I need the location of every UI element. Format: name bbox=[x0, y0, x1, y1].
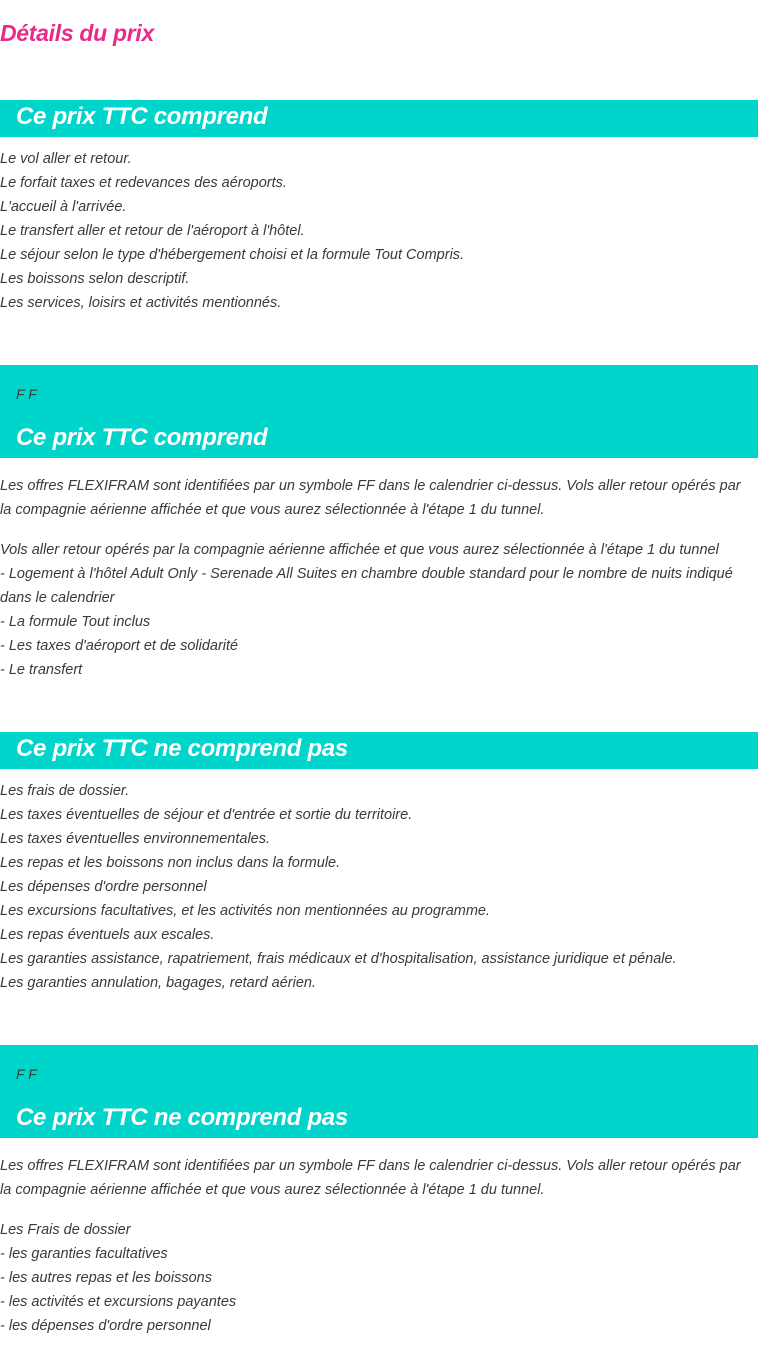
list-item: - Le transfert bbox=[0, 662, 83, 678]
section-heading: Ce prix TTC comprend bbox=[16, 424, 268, 451]
ff-includes-list bbox=[0, 538, 752, 682]
list-item: - les dépenses d'ordre personnel bbox=[0, 1318, 211, 1334]
list-item: Le forfait taxes et redevances des aéroports. bbox=[0, 175, 287, 191]
includes-list bbox=[0, 147, 758, 315]
list-item: Le transfert aller et retour de l'aéroport à l'hôtel. bbox=[0, 223, 305, 239]
list-item: L'accueil à l'arrivée. bbox=[0, 199, 127, 215]
section-header-ff-excludes bbox=[0, 1045, 758, 1138]
ff-intro: Les offres FLEXIFRAM sont identifiées par un symbole FF dans le calendrier ci-dessus. Vols aller retour opérés par la compagnie aérienne affichée et que vous aurez sélectionnée à l'étape 1 du tunnel. bbox=[0, 1158, 741, 1198]
list-item: Les garanties annulation, bagages, retard aérien. bbox=[0, 975, 316, 991]
list-item: - Logement à l'hôtel Adult Only - Serenade All Suites en chambre double standard pour le nombre de nuits indiqué dans le calendrier bbox=[0, 566, 733, 606]
page-title: Détails du prix bbox=[0, 20, 154, 46]
list-item: Les excursions facultatives, et les activités non mentionnées au programme. bbox=[0, 903, 491, 919]
list-item: Les repas éventuels aux escales. bbox=[0, 927, 215, 943]
list-item: Les taxes éventuelles de séjour et d'entrée et sortie du territoire. bbox=[0, 807, 413, 823]
list-item: Les repas et les boissons non inclus dans la formule. bbox=[0, 855, 341, 871]
list-item: Les boissons selon descriptif. bbox=[0, 271, 190, 287]
list-item: Les taxes éventuelles environnementales. bbox=[0, 831, 271, 847]
list-item: - les garanties facultatives bbox=[0, 1246, 168, 1262]
list-item: Les dépenses d'ordre personnel bbox=[0, 879, 207, 895]
ff-excludes-list bbox=[0, 1218, 758, 1338]
list-item: - La formule Tout inclus bbox=[0, 614, 151, 630]
excludes-list bbox=[0, 779, 758, 995]
list-item: Les frais de dossier. bbox=[0, 783, 130, 799]
list-item: - les autres repas et les boissons bbox=[0, 1270, 212, 1286]
list-item: Le séjour selon le type d'hébergement choisi et la formule Tout Compris. bbox=[0, 247, 465, 263]
section-heading: Ce prix TTC ne comprend pas bbox=[16, 1104, 348, 1131]
list-item: Vols aller retour opérés par la compagnie aérienne affichée et que vous aurez sélectionnée à l'étape 1 du tunnel bbox=[0, 542, 719, 558]
list-item: Les garanties assistance, rapatriement, frais médicaux et d'hospitalisation, assistance juridique et pénale. bbox=[0, 951, 677, 967]
section-header-ff-includes bbox=[0, 365, 758, 458]
list-item: - Les taxes d'aéroport et de solidarité bbox=[0, 638, 239, 654]
list-item: Les Frais de dossier bbox=[0, 1222, 131, 1238]
section-header-excludes bbox=[0, 732, 758, 769]
ff-intro: Les offres FLEXIFRAM sont identifiées par un symbole FF dans le calendrier ci-dessus. Vols aller retour opérés par la compagnie aérienne affichée et que vous aurez sélectionnée à l'étape 1 du tunnel. bbox=[0, 478, 741, 518]
section-heading: Ce prix TTC comprend bbox=[16, 103, 268, 130]
section-heading: Ce prix TTC ne comprend pas bbox=[16, 735, 348, 762]
list-item: - les activités et excursions payantes bbox=[0, 1294, 237, 1310]
ff-tag: F F bbox=[16, 1066, 37, 1082]
section-header-includes bbox=[0, 100, 758, 137]
list-item: Les services, loisirs et activités mentionnés. bbox=[0, 295, 282, 311]
ff-tag: F F bbox=[16, 386, 37, 402]
list-item: Le vol aller et retour. bbox=[0, 151, 132, 167]
